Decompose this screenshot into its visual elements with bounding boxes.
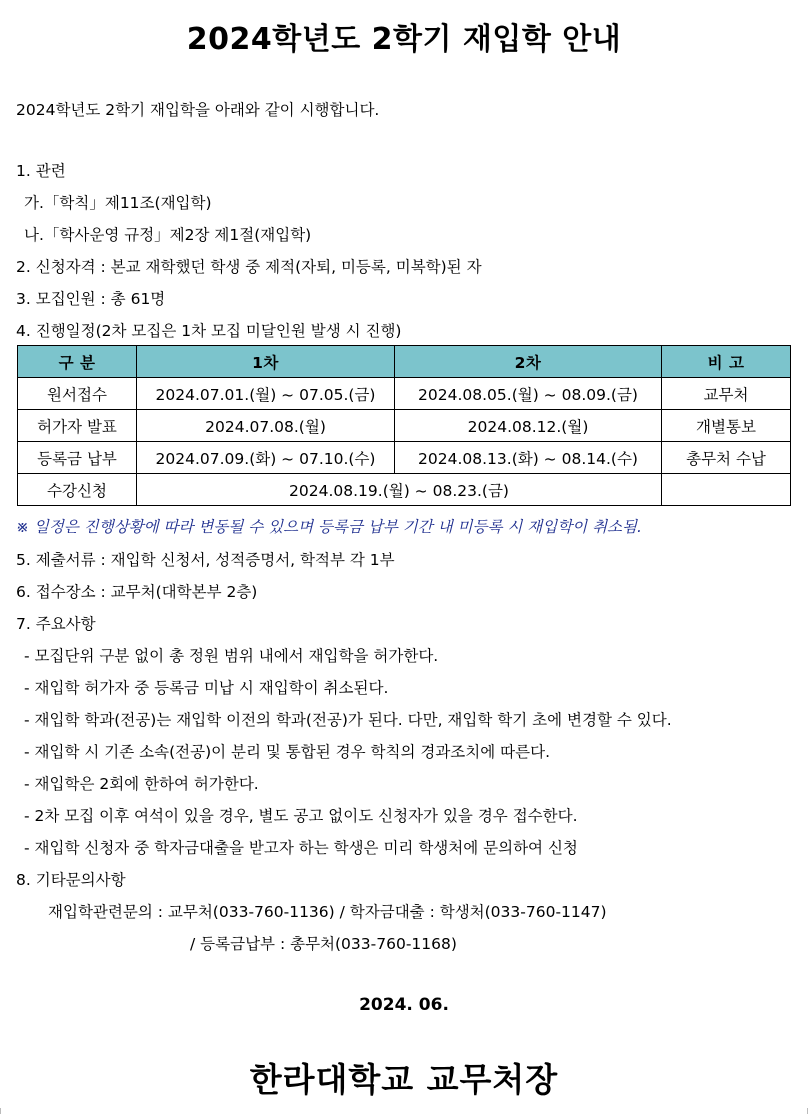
note-item: - 모집단위 구분 없이 총 정원 범위 내에서 재입학을 허가한다. bbox=[24, 647, 439, 665]
table-cell-note: 개별통보 bbox=[662, 410, 791, 442]
table-cell-second: 2024.08.05.(월) ~ 08.09.(금) bbox=[395, 378, 662, 410]
table-header-category: 구 분 bbox=[18, 346, 137, 378]
document-date: 2024. 06. bbox=[359, 995, 449, 1015]
page-corner-mark bbox=[0, 1108, 5, 1114]
section-1-heading: 1. 관련 bbox=[16, 162, 66, 180]
table-cell-second: 2024.08.13.(화) ~ 08.14.(수) bbox=[395, 442, 662, 474]
table-cell-merged-period: 2024.08.19.(월) ~ 08.23.(금) bbox=[137, 474, 662, 506]
table-cell-note: 교무처 bbox=[662, 378, 791, 410]
signature: 한라대학교 교무처장 bbox=[249, 1060, 559, 1099]
schedule-notice: ※ 일정은 진행상황에 따라 변동될 수 있으며 등록금 납부 기간 내 미등록 시 재입학이 취소됨. bbox=[16, 518, 642, 536]
section-5-documents: 5. 제출서류 : 재입학 신청서, 성적증명서, 학적부 각 1부 bbox=[16, 551, 395, 569]
intro-text: 2024학년도 2학기 재입학을 아래와 같이 시행합니다. bbox=[16, 101, 380, 119]
document-title: 2024학년도 2학기 재입학 안내 bbox=[186, 22, 622, 57]
table-cell-first: 2024.07.08.(월) bbox=[137, 410, 395, 442]
contact-line-1: 재입학관련문의 : 교무처(033-760-1136) / 학자금대출 : 학생처(033-760-1147) bbox=[48, 903, 607, 921]
section-2-eligibility: 2. 신청자격 : 본교 재학했던 학생 중 제적(자퇴, 미등록, 미복학)된 자 bbox=[16, 258, 482, 276]
section-1-item-b: 나.「학사운영 규정」제2장 제1절(재입학) bbox=[24, 226, 312, 244]
page-corner-mark bbox=[803, 1108, 808, 1114]
section-1-item-a: 가.「학칙」제11조(재입학) bbox=[24, 194, 212, 212]
note-item: - 2차 모집 이후 여석이 있을 경우, 별도 공고 없이도 신청자가 있을 경우 접수한다. bbox=[24, 807, 578, 825]
contact-line-2: / 등록금납부 : 총무처(033-760-1168) bbox=[190, 935, 457, 953]
table-cell-second: 2024.08.12.(월) bbox=[395, 410, 662, 442]
table-row bbox=[18, 410, 791, 442]
table-header-second-round: 2차 bbox=[395, 346, 662, 378]
table-cell-first: 2024.07.01.(월) ~ 07.05.(금) bbox=[137, 378, 395, 410]
table-cell-label: 등록금 납부 bbox=[18, 442, 137, 474]
table-header-remarks: 비 고 bbox=[662, 346, 791, 378]
table-row bbox=[18, 474, 791, 506]
note-item: - 재입학 학과(전공)는 재입학 이전의 학과(전공)가 된다. 다만, 재입학 학기 초에 변경할 수 있다. bbox=[24, 711, 672, 729]
table-row bbox=[18, 378, 791, 410]
note-item: - 재입학 시 기존 소속(전공)이 분리 및 통합된 경우 학칙의 경과조치에 따른다. bbox=[24, 743, 551, 761]
table-header-first-round: 1차 bbox=[137, 346, 395, 378]
note-item: - 재입학은 2회에 한하여 허가한다. bbox=[24, 775, 259, 793]
table-cell-label: 원서접수 bbox=[18, 378, 137, 410]
table-row bbox=[18, 442, 791, 474]
section-6-location: 6. 접수장소 : 교무처(대학본부 2층) bbox=[16, 583, 258, 601]
section-3-quota: 3. 모집인원 : 총 61명 bbox=[16, 290, 166, 308]
section-4-schedule-heading: 4. 진행일정(2차 모집은 1차 모집 미달인원 발생 시 진행) bbox=[16, 322, 402, 340]
table-cell-label: 수강신청 bbox=[18, 474, 137, 506]
table-cell-note bbox=[662, 474, 791, 506]
section-8-heading: 8. 기타문의사항 bbox=[16, 871, 126, 889]
section-7-heading: 7. 주요사항 bbox=[16, 615, 96, 633]
table-cell-first: 2024.07.09.(화) ~ 07.10.(수) bbox=[137, 442, 395, 474]
schedule-table bbox=[17, 345, 791, 506]
note-item: - 재입학 신청자 중 학자금대출을 받고자 하는 학생은 미리 학생처에 문의하여 신청 bbox=[24, 839, 578, 857]
note-item: - 재입학 허가자 중 등록금 미납 시 재입학이 취소된다. bbox=[24, 679, 389, 697]
table-header-row bbox=[18, 346, 791, 378]
table-cell-label: 허가자 발표 bbox=[18, 410, 137, 442]
table-cell-note: 총무처 수납 bbox=[662, 442, 791, 474]
